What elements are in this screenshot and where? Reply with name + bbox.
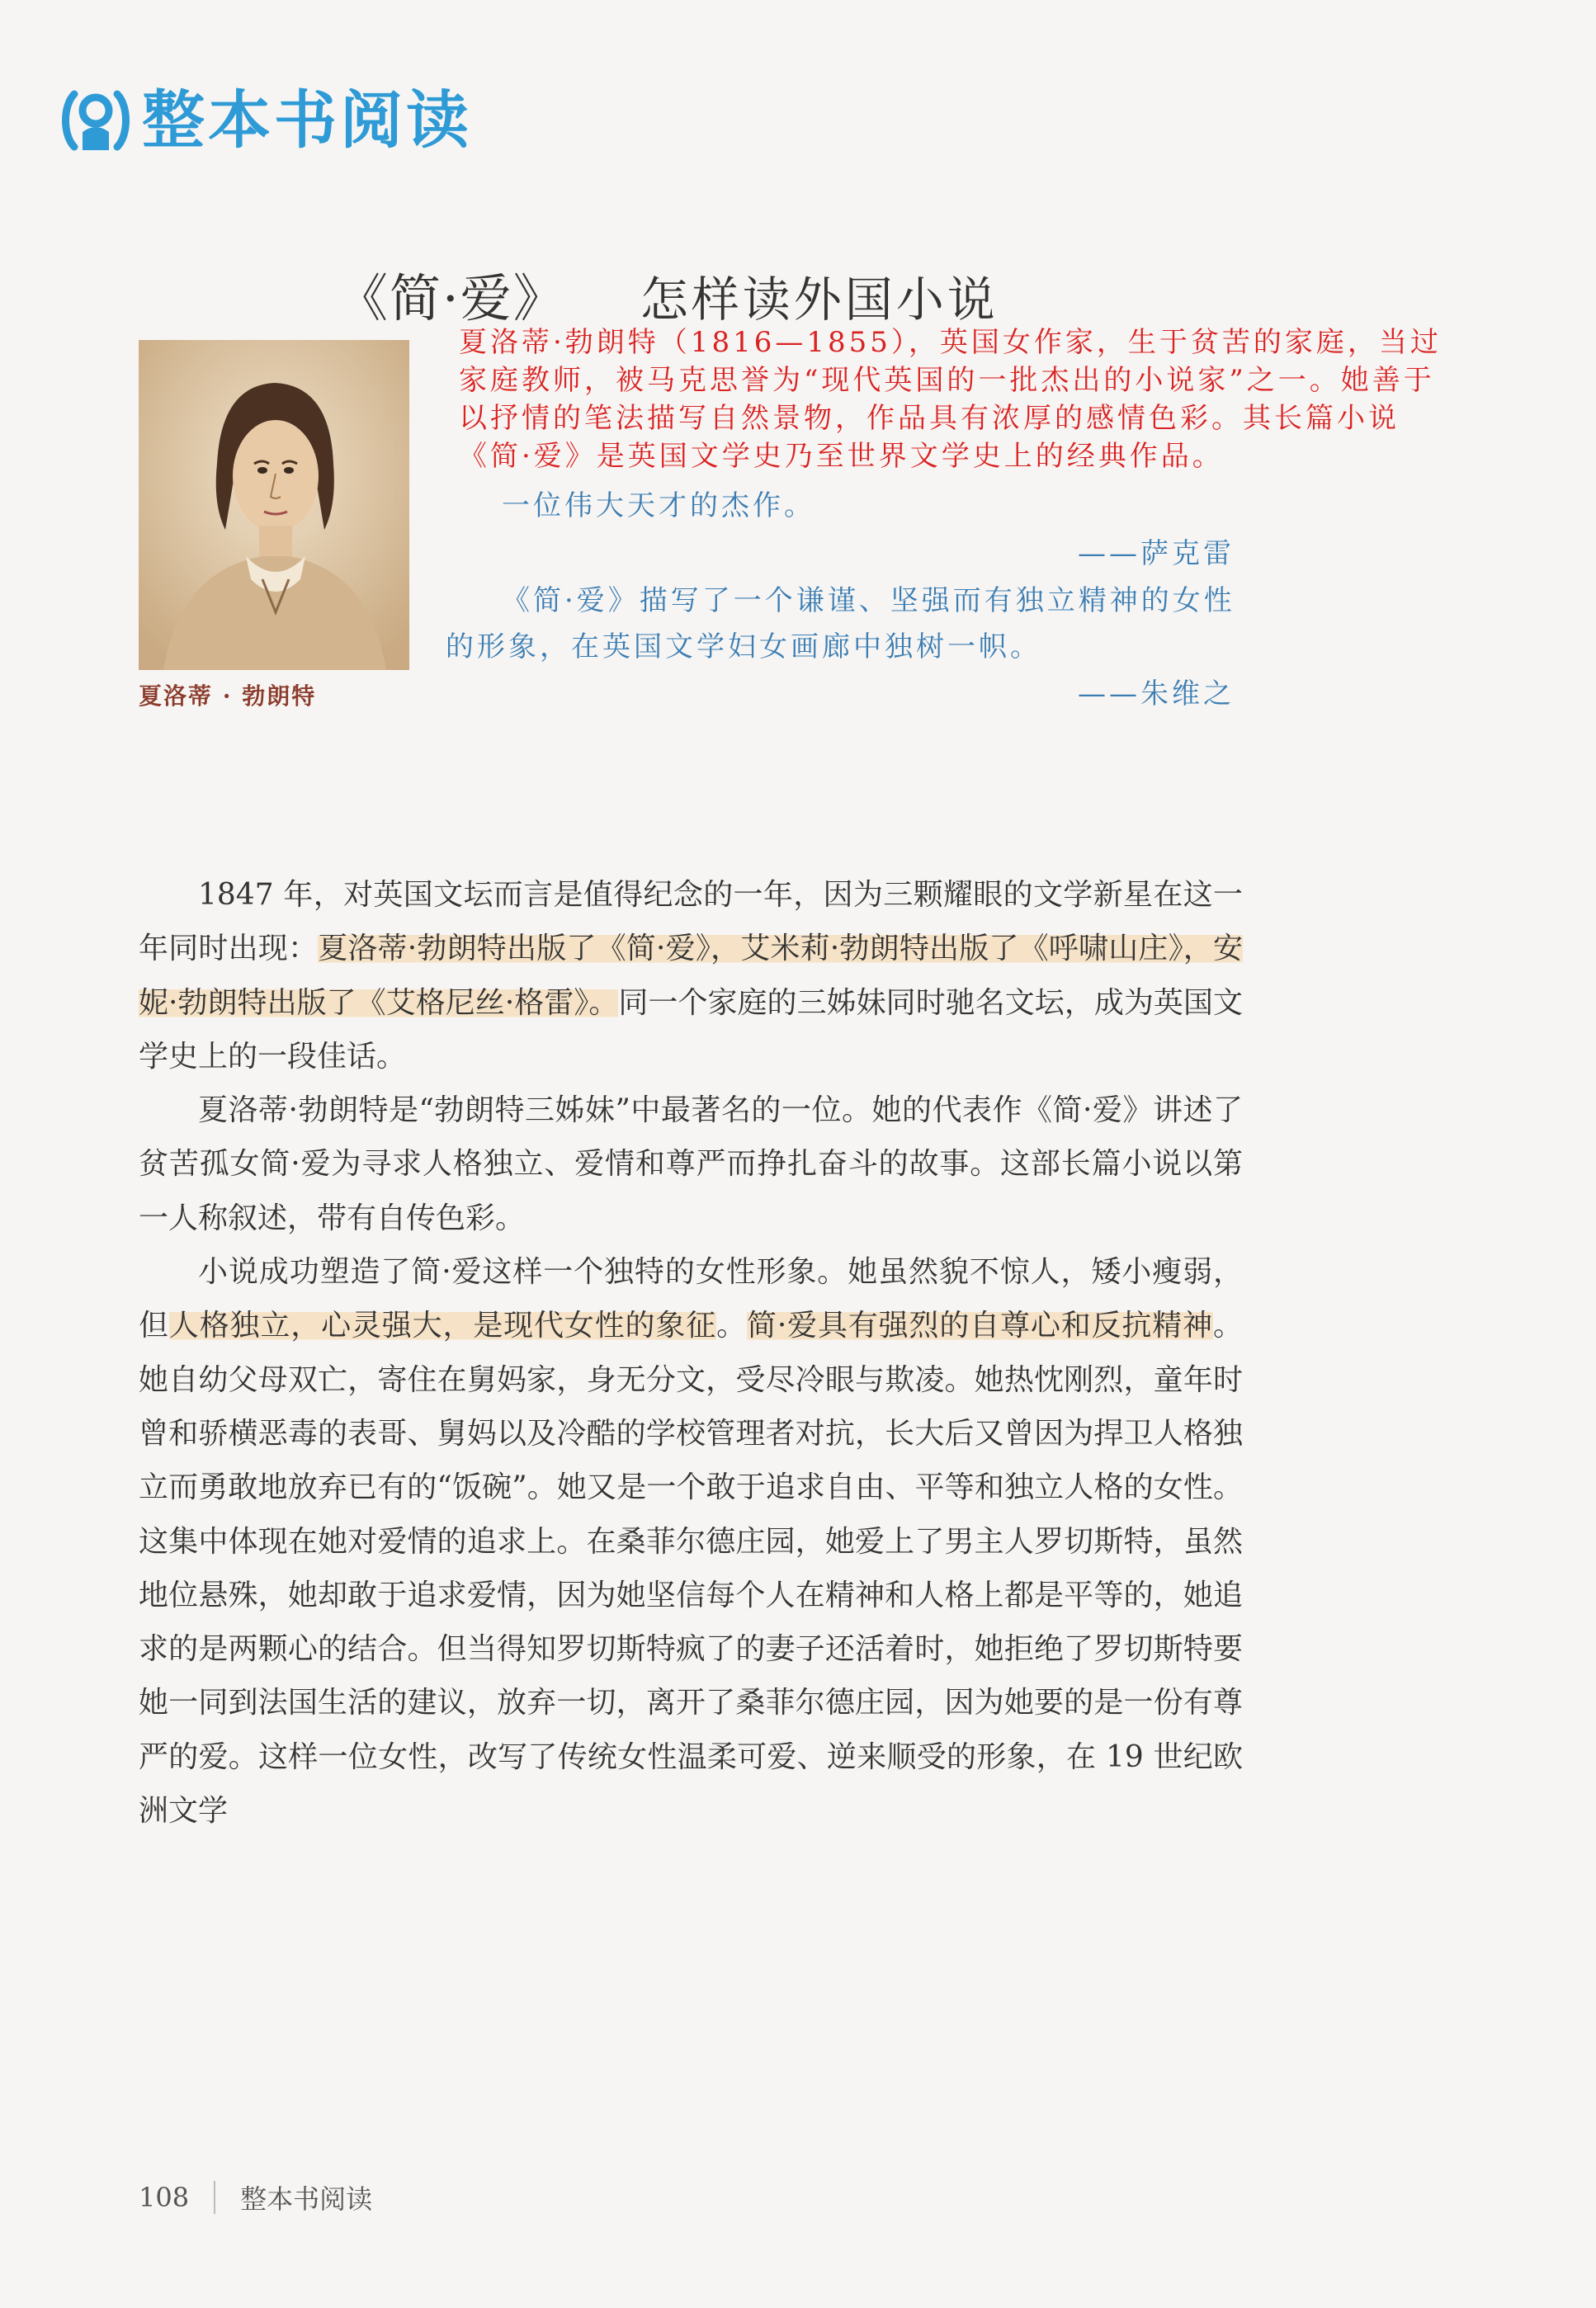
paragraph: 夏洛蒂·勃朗特是“勃朗特三姊妹”中最著名的一位。她的代表作《简·爱》讲述了贫苦孤女简·爱为寻求人格独立、爱情和尊严而挣扎奋斗的故事。这部长篇小说以第一人称叙述，带有自传色彩。 [139, 1093, 1243, 1235]
quote-text: 《简·爱》描写了一个谦谨、坚强而有独立精神的女性的形象，在英国文学妇女画廊中独树一帜。 [446, 584, 1235, 663]
quote-text: 一位伟大天才的杰作。 [502, 489, 815, 522]
paragraph [139, 1245, 1243, 1838]
text-run: 同一个家庭的三姊妹同时驰名文坛，成为英国文学史上的一段佳话。 [139, 985, 1243, 1074]
quote-source: ——朱维之 [1078, 677, 1235, 710]
author-intro: 夏洛蒂·勃朗特（1816—1855），英国女作家，生于贫苦的家庭，当过家庭教师，被马克思誉为“现代英国的一批杰出的小说家”之一。她善于以抒情的笔法描写自然景物，作品具有浓厚的感情色彩。其长篇小说《简·爱》是英国文学史乃至世界文学史上的经典作品。 [459, 326, 1442, 473]
text-run: 。 [716, 1309, 747, 1343]
section-title: 整本书阅读 [142, 83, 472, 157]
highlighted-text: 夏洛蒂·勃朗特出版了《简·爱》，艾米莉·勃朗特出版了《呼啸山庄》，安妮·勃朗特出版了《艾格尼丝·格雷》。 [139, 932, 1243, 1020]
highlighted-text: 人格独立，心灵强大，是现代女性的象征 [168, 1309, 717, 1343]
footer-section: 整本书阅读 [240, 2183, 373, 2215]
article-title [337, 257, 999, 331]
author-portrait [139, 340, 409, 670]
page-footer [139, 2178, 372, 2216]
text-run: 。她自幼父母双亡，寄住在舅妈家，身无分文，受尽冷眼与欺凌。她热忱刚烈，童年时曾和骄横恶毒的表哥、舅妈以及冷酷的学校管理者对抗，长大后又曾因为捍卫人格独立而勇敢地放弃已有的“饭碗”。她又是一个敢于追求自由、平等和独立人格的女性。这集中体现在她对爱情的追求上。在桑菲尔德庄园，她爱上了男主人罗切斯特，虽然地位悬殊，她却敢于追求爱情，因为她坚信每个人在精神和人格上都是平等的，她追求的是两颗心的结合。但当得知罗切斯特疯了的妻子还活着时，她拒绝了罗切斯特要她一同到法国生活的建议，放弃一切，离开了桑菲尔德庄园，因为她要的是一份有尊严的爱。这样一位女性，改写了传统女性温柔可爱、逆来顺受的形象，在 19 世纪欧洲文学 [139, 1309, 1243, 1829]
portrait-caption: 夏洛蒂 · 勃朗特 [139, 682, 317, 710]
book-reading-icon [58, 83, 134, 158]
article-subtitle: 怎样读外国小说 [640, 271, 999, 328]
page-number: 108 [139, 2182, 190, 2213]
footer-divider [214, 2181, 215, 2214]
paragraph [139, 868, 1243, 1083]
section-header [58, 83, 472, 158]
quote-source: ——萨克雷 [1078, 537, 1235, 570]
text-run: 1847 年，对英国文坛而言是值得纪念的一年，因为三颗耀眼的文学新星在这一年同时出现： [139, 878, 1243, 966]
text-run: 小说成功塑造了简·爱这样一个独特的女性形象。她虽然貌不惊人，矮小瘦弱，但 [139, 1255, 1243, 1343]
book-title: 《简·爱》 [337, 268, 566, 328]
article-body [139, 868, 1243, 1838]
highlighted-text: 简·爱具有强烈的自尊心和反抗精神 [746, 1309, 1213, 1343]
